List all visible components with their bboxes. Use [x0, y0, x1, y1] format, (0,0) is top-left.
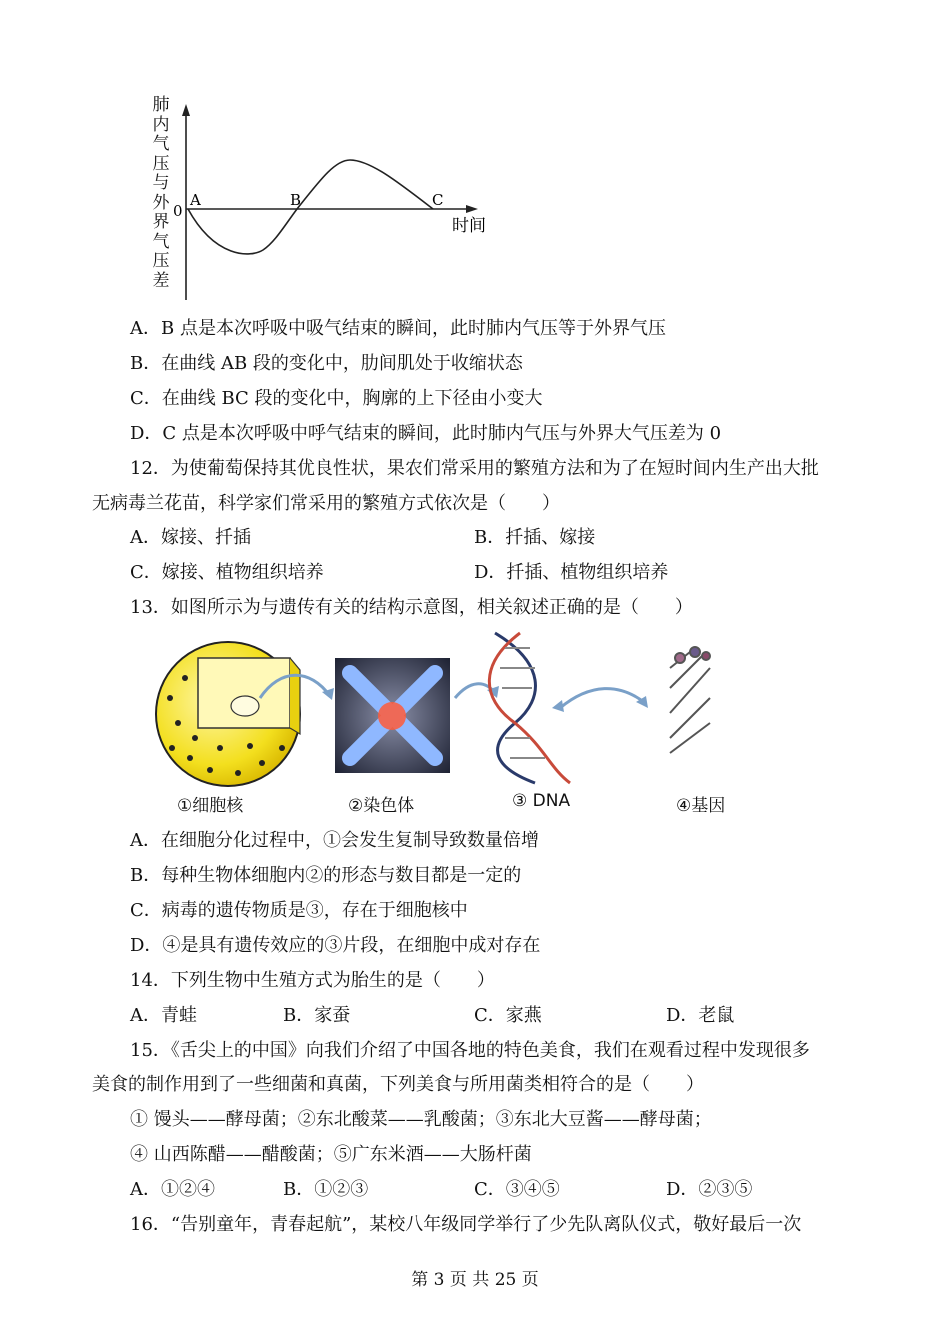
- q13-option-d: D．④是具有遗传效应的③片段，在细胞中成对存在: [130, 935, 541, 956]
- q12-stem-line1: 12．为使葡萄保持其优良性状，果农们常采用的繁殖方法和为了在短时间内生产出大批: [130, 458, 819, 479]
- pressure-curve: [188, 160, 433, 254]
- caption-chromosome: ②染色体: [348, 796, 415, 816]
- x-axis-label: 时间: [452, 216, 486, 236]
- q14-option-a: A．青蛙: [130, 1005, 197, 1026]
- page-footer: 第 3 页 共 25 页: [411, 1270, 539, 1290]
- q12-option-b: B．扦插、嫁接: [474, 527, 596, 548]
- q14-option-c: C．家燕: [474, 1005, 542, 1026]
- q15-list-line1: ① 馒头——酵母菌；②东北酸菜——乳酸菌；③东北大豆酱——酵母菌；: [130, 1109, 712, 1130]
- q12-option-a: A．嫁接、扦插: [130, 527, 251, 548]
- origin-label: 0: [173, 202, 183, 220]
- q11-option-c: C．在曲线 BC 段的变化中，胸廓的上下径由小变大: [130, 388, 543, 409]
- q15-option-c: C．③④⑤: [474, 1179, 560, 1200]
- q13-stem: 13．如图所示为与遗传有关的结构示意图，相关叙述正确的是（ ）: [130, 597, 693, 618]
- graph-ylabel: 肺 内 气 压 与 外 界 气 压 差: [152, 95, 170, 291]
- q15-option-b: B．①②③: [283, 1179, 369, 1200]
- point-c-label: C: [432, 191, 444, 209]
- cell-nucleus-image: [156, 642, 300, 786]
- chromosome-image: [335, 658, 450, 773]
- q12-option-d: D．扦插、植物组织培养: [474, 562, 669, 583]
- point-a-label: A: [190, 191, 201, 209]
- q15-stem-line1: 15．《舌尖上的中国》向我们介绍了中国各地的特色美食，我们在观看过程中发现很多: [130, 1040, 810, 1061]
- q15-stem-line2: 美食的制作用到了一些细菌和真菌，下列美食与所用菌类相符合的是（ ）: [92, 1074, 704, 1095]
- q15-list-line2: ④ 山西陈醋——醋酸菌；⑤广东米酒——大肠杆菌: [130, 1144, 532, 1165]
- q13-option-a: A．在细胞分化过程中，①会发生复制导致数量倍增: [130, 830, 539, 851]
- q13-option-b: B．每种生物体细胞内②的形态与数目都是一定的: [130, 865, 522, 886]
- q14-option-d: D．老鼠: [666, 1005, 735, 1026]
- x-axis-arrow: [466, 205, 478, 213]
- q12-stem-line2: 无病毒兰花苗，科学家们常采用的繁殖方式依次是（ ）: [92, 493, 560, 514]
- q12-option-c: C．嫁接、植物组织培养: [130, 562, 324, 583]
- q11-option-d: D．C 点是本次呼吸中呼气结束的瞬间，此时肺内气压与外界大气压差为 0: [130, 423, 722, 444]
- point-b-label: B: [290, 191, 302, 209]
- caption-nucleus: ①细胞核: [177, 796, 244, 816]
- gene-image: [670, 647, 710, 753]
- q16-stem-line1: 16．“告别童年，青春起航”，某校八年级同学举行了少先队离队仪式，敬好最后一次: [130, 1214, 802, 1235]
- q13-option-c: C．病毒的遗传物质是③，存在于细胞核中: [130, 900, 468, 921]
- caption-dna: ③ DNA: [512, 791, 571, 811]
- y-axis-arrow: [182, 104, 190, 116]
- genetics-figure: [150, 628, 720, 788]
- q11-option-a: A．B 点是本次呼吸中吸气结束的瞬间，此时肺内气压等于外界气压: [130, 318, 666, 339]
- caption-gene: ④基因: [676, 796, 726, 816]
- q14-stem: 14．下列生物中生殖方式为胎生的是（ ）: [130, 970, 495, 991]
- pressure-graph: [170, 100, 510, 305]
- q15-option-a: A．①②④: [130, 1179, 215, 1200]
- q15-option-d: D．②③⑤: [666, 1179, 753, 1200]
- q11-option-b: B．在曲线 AB 段的变化中，肋间肌处于收缩状态: [130, 353, 523, 374]
- arrow-3: [560, 689, 645, 708]
- q14-option-b: B．家蚕: [283, 1005, 351, 1026]
